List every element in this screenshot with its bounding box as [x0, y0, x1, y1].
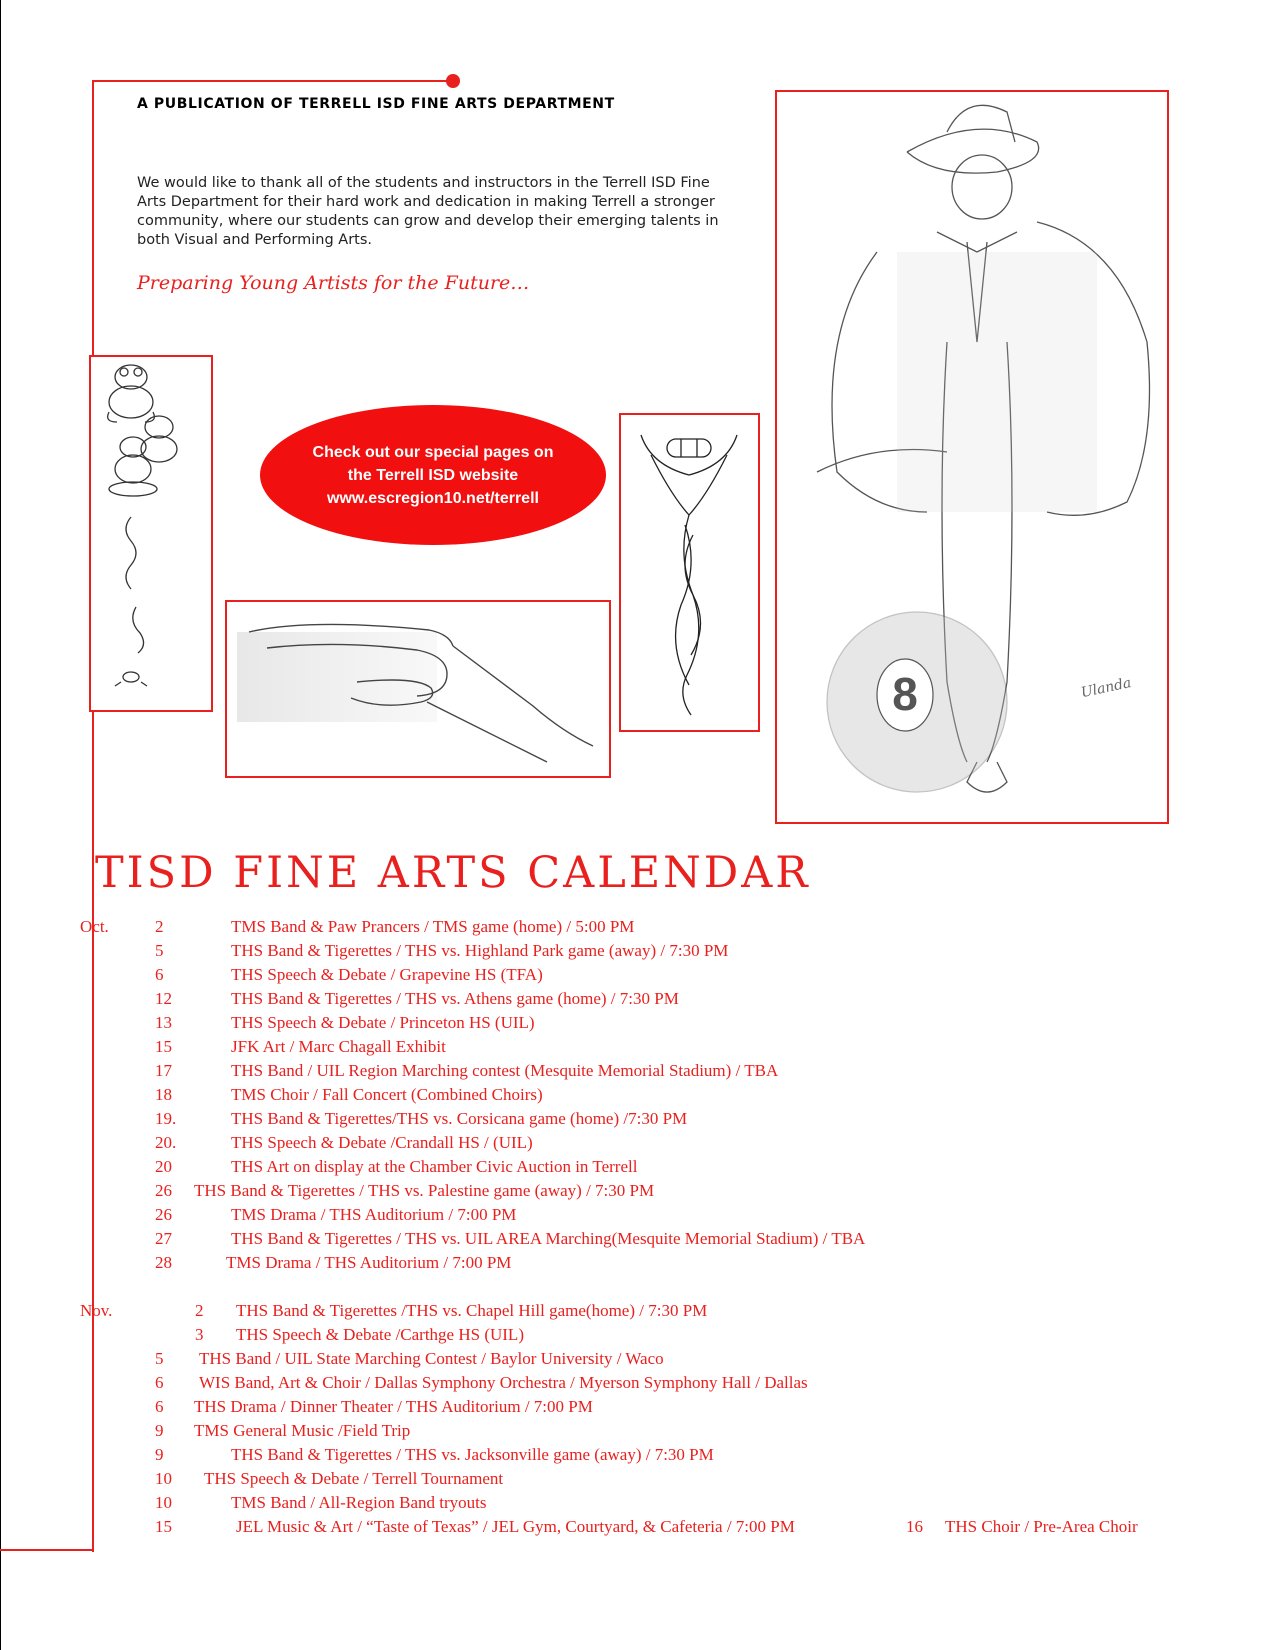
callout-line-1: Check out our special pages on [312, 443, 554, 461]
calendar-event: THS Speech & Debate /Crandall HS / (UIL) [231, 1133, 533, 1152]
calendar-event: THS Band & Tigerettes / THS vs. UIL AREA Marching(Mesquite Memorial Stadium) / TBA [231, 1229, 866, 1248]
publication-header: A PUBLICATION OF TERRELL ISD FINE ARTS DEPARTMENT [137, 96, 615, 112]
calendar-day: 9 [155, 1421, 164, 1440]
decorative-top-rule [92, 80, 452, 82]
calendar-day: 27 [155, 1229, 172, 1248]
calendar-day: 26 [155, 1181, 172, 1200]
callout-line-2: the Terrell ISD website [347, 466, 519, 484]
calendar-day: 15 [155, 1037, 172, 1056]
decorative-bottom-rule [0, 1549, 94, 1551]
calendar-event: TMS Band & Paw Prancers / TMS game (home) / 5:00 PM [231, 917, 635, 936]
calendar-day: 20 [155, 1157, 172, 1176]
tagline: Preparing Young Artists for the Future… [137, 272, 530, 294]
calendar-day: 6 [155, 1397, 164, 1416]
calendar-event: JFK Art / Marc Chagall Exhibit [231, 1037, 446, 1056]
calendar-event: TMS Drama / THS Auditorium / 7:00 PM [226, 1253, 512, 1272]
website-callout [260, 405, 606, 545]
calendar-day: 28 [155, 1253, 172, 1272]
calendar-event: THS Band & Tigerettes /THS vs. Chapel Hill game(home) / 7:30 PM [236, 1301, 708, 1320]
intro-paragraph: We would like to thank all of the students and instructors in the Terrell ISD Fine Arts Department for their hard work and dedication in making Terrell a stronger community, where our students can grow and develop their emerging talents in both Visual and Performing Arts. [137, 175, 719, 248]
calendar-event: TMS Band / All-Region Band tryouts [231, 1493, 487, 1512]
hand-drawing [227, 602, 609, 776]
calendar-day: 20. [155, 1133, 177, 1152]
calendar-day: 16 [906, 1517, 923, 1536]
artist-signature: Ulanda [1079, 674, 1133, 702]
month-label: Nov. [80, 1301, 113, 1320]
calendar-event: THS Drama / Dinner Theater / THS Auditorium / 7:00 PM [194, 1397, 593, 1416]
calendar-event: THS Choir / Pre-Area Choir [945, 1517, 1138, 1536]
calendar-event: THS Band & Tigerettes / THS vs. Highland Park game (away) / 7:30 PM [231, 941, 729, 960]
calendar-day: 12 [155, 989, 172, 1008]
frog-drawing-frame [89, 355, 213, 712]
calendar-day: 5 [155, 1349, 164, 1368]
calendar-day: 15 [155, 1517, 172, 1536]
zoot-suit-drawing-frame [775, 90, 1169, 824]
calendar-event: THS Band / UIL Region Marching contest (Mesquite Memorial Stadium) / TBA [231, 1061, 779, 1080]
calendar-event: THS Band / UIL State Marching Contest / Baylor University / Waco [199, 1349, 664, 1368]
calendar-day: 19. [155, 1109, 177, 1128]
calendar-day: 6 [155, 965, 164, 984]
calendar-day: 26 [155, 1205, 172, 1224]
zoot-suit-drawing [777, 92, 1167, 822]
calendar-day: 10 [155, 1469, 172, 1488]
calendar-event: TMS Drama / THS Auditorium / 7:00 PM [231, 1205, 517, 1224]
calendar-event: WIS Band, Art & Choir / Dallas Symphony Orchestra / Myerson Symphony Hall / Dallas [199, 1373, 808, 1392]
hand-drawing-frame [225, 600, 611, 778]
calendar-event: JEL Music & Art / “Taste of Texas” / JEL Gym, Courtyard, & Cafeteria / 7:00 PM [236, 1517, 795, 1536]
calendar-event: THS Speech & Debate / Grapevine HS (TFA) [231, 965, 543, 984]
calendar-event: THS Band & Tigerettes / THS vs. Athens game (home) / 7:30 PM [231, 989, 679, 1008]
page-left-edge [0, 0, 1, 1650]
calendar-event: THS Band & Tigerettes / THS vs. Palestine game (away) / 7:30 PM [194, 1181, 655, 1200]
calendar-day: 9 [155, 1445, 164, 1464]
calendar-day: 2 [195, 1301, 204, 1320]
month-label: Oct. [80, 917, 109, 936]
calendar-day: 5 [155, 941, 164, 960]
ornament-drawing [621, 415, 758, 730]
calendar-event: THS Speech & Debate /Carthge HS (UIL) [236, 1325, 524, 1344]
decorative-dot [446, 74, 460, 88]
calendar-event: THS Speech & Debate / Princeton HS (UIL) [231, 1013, 535, 1032]
calendar-day: 17 [155, 1061, 172, 1080]
calendar-event: TMS Choir / Fall Concert (Combined Choirs) [231, 1085, 543, 1104]
calendar-day: 10 [155, 1493, 172, 1512]
calendar-day: 3 [195, 1325, 204, 1344]
decorative-vertical-rule [92, 82, 94, 1552]
ornament-drawing-frame [619, 413, 760, 732]
calendar-day: 2 [155, 917, 164, 936]
calendar-event: THS Band & Tigerettes/THS vs. Corsicana game (home) /7:30 PM [231, 1109, 688, 1128]
callout-url[interactable]: www.escregion10.net/terrell [327, 489, 539, 507]
calendar-title: TISD FINE ARTS CALENDAR [95, 848, 811, 898]
calendar-day: 6 [155, 1373, 164, 1392]
calendar-event: THS Band & Tigerettes / THS vs. Jacksonville game (away) / 7:30 PM [231, 1445, 714, 1464]
calendar-event: TMS General Music /Field Trip [194, 1421, 411, 1440]
calendar-event: THS Speech & Debate / Terrell Tournament [204, 1469, 504, 1488]
calendar-event: THS Art on display at the Chamber Civic Auction in Terrell [231, 1157, 638, 1176]
eight-ball-number: 8 [892, 668, 918, 720]
frog-drawing [91, 357, 211, 710]
calendar-day: 13 [155, 1013, 172, 1032]
calendar-day: 18 [155, 1085, 172, 1104]
